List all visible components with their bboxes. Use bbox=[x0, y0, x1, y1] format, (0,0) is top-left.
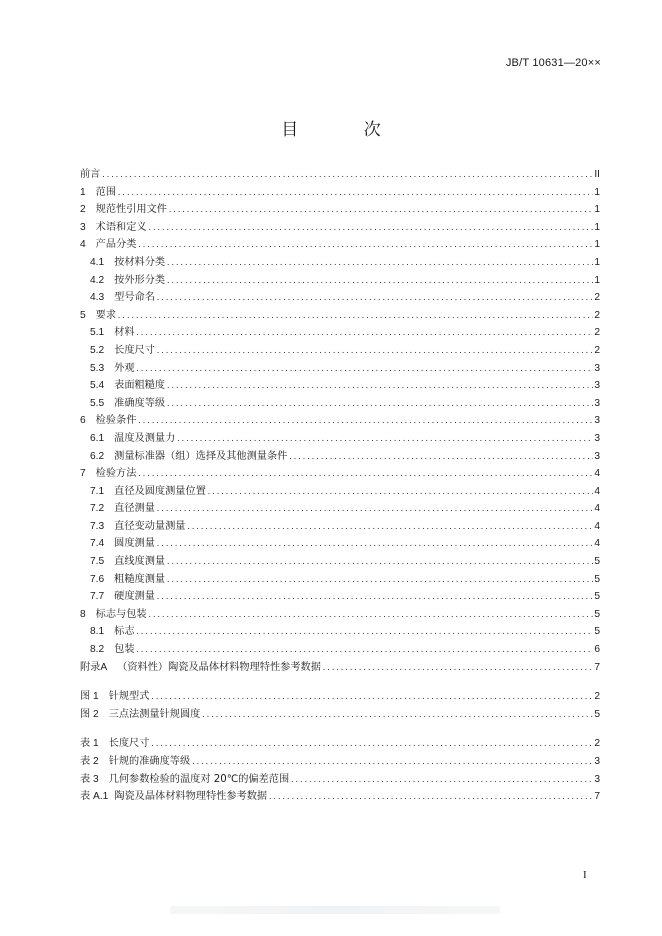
toc-entry-number: 4.1 bbox=[90, 256, 105, 268]
toc-entry-title: 陶瓷及晶体材料物理特性参考数据 bbox=[114, 791, 268, 803]
toc-entry-page: 3 bbox=[594, 773, 600, 785]
toc-entry-page: 1 bbox=[594, 186, 600, 198]
toc-entry[interactable] bbox=[80, 377, 600, 395]
toc-entry-page: 1 bbox=[594, 274, 600, 286]
dot-leader bbox=[148, 220, 593, 238]
toc-entry-number: 表 1 bbox=[80, 738, 99, 750]
toc-entry-page: 1 bbox=[594, 204, 600, 216]
toc-entry-title: 规范性引用文件 bbox=[95, 204, 167, 216]
toc-entry[interactable] bbox=[80, 236, 600, 254]
toc-entry-page: 3 bbox=[594, 432, 600, 444]
dot-leader bbox=[166, 378, 593, 396]
toc-entry[interactable] bbox=[80, 430, 600, 448]
toc-entry-number: 8.1 bbox=[90, 626, 105, 638]
dot-leader bbox=[166, 255, 593, 273]
dot-leader bbox=[136, 624, 593, 642]
dot-leader bbox=[101, 167, 593, 185]
toc-entry-page: 3 bbox=[594, 415, 600, 427]
toc-entry[interactable] bbox=[80, 201, 600, 219]
toc-entry-title: 要求 bbox=[95, 309, 117, 321]
dot-leader bbox=[166, 396, 593, 414]
toc-entry-title: 前言 bbox=[80, 169, 101, 180]
toc-entry[interactable] bbox=[80, 307, 600, 325]
toc-entry-title: 术语和定义 bbox=[95, 221, 147, 233]
toc-entry[interactable] bbox=[80, 588, 600, 606]
toc-entry[interactable] bbox=[80, 166, 600, 184]
toc-entry-number: 4 bbox=[80, 239, 86, 251]
dot-leader bbox=[168, 202, 593, 220]
toc-entry-page: 6 bbox=[594, 644, 600, 656]
footer-watermark bbox=[170, 906, 500, 914]
toc-entry-title: 检验方法 bbox=[95, 468, 137, 480]
toc-entry-page: 5 bbox=[594, 556, 600, 568]
toc-entry-number: 图 2 bbox=[80, 708, 99, 720]
toc-entry-page: 2 bbox=[594, 309, 600, 321]
toc-entry[interactable] bbox=[80, 518, 600, 536]
toc-entry-title: 标志与包装 bbox=[95, 608, 147, 620]
toc-entry-page: 4 bbox=[594, 485, 600, 497]
toc-entry-number: 8.2 bbox=[90, 644, 105, 656]
toc-entry-page: 2 bbox=[594, 292, 600, 304]
toc-entry-title: 按外形分类 bbox=[114, 274, 166, 286]
toc-entry-page: 5 bbox=[594, 573, 600, 585]
toc-entry[interactable] bbox=[80, 219, 600, 237]
toc-entry[interactable] bbox=[80, 753, 600, 771]
toc-entry[interactable] bbox=[80, 735, 600, 753]
toc-entry[interactable] bbox=[80, 535, 600, 553]
toc-entry[interactable] bbox=[80, 184, 600, 202]
toc-entry-page: 5 bbox=[594, 608, 600, 620]
toc-entry-page: 7 bbox=[594, 791, 600, 803]
toc-entry-page: 2 bbox=[594, 327, 600, 339]
toc-entry[interactable] bbox=[80, 500, 600, 518]
dot-leader bbox=[136, 642, 593, 660]
dot-leader bbox=[150, 689, 593, 707]
toc-entry[interactable] bbox=[80, 571, 600, 589]
toc-entry-title: 粗糙度测量 bbox=[114, 573, 166, 585]
toc-entry-title: 直线度测量 bbox=[114, 556, 166, 568]
toc-entry-number: 8 bbox=[80, 608, 86, 620]
dot-leader bbox=[268, 789, 593, 807]
page-number: I bbox=[583, 869, 587, 881]
toc-entry-number: 4.3 bbox=[90, 292, 105, 304]
toc-entry-title: 直径变动量测量 bbox=[114, 520, 186, 532]
toc-tables-section bbox=[80, 735, 600, 805]
toc-entry-title: 圆度测量 bbox=[114, 538, 155, 550]
toc-entry-number: 7.5 bbox=[90, 556, 105, 568]
doc-id: JB/T 10631—20×× bbox=[505, 57, 601, 69]
toc-entry-number: 7.1 bbox=[90, 485, 105, 497]
dot-leader bbox=[136, 361, 593, 379]
dot-leader bbox=[137, 413, 593, 431]
toc-entry[interactable] bbox=[80, 324, 600, 342]
toc-entry-page: 1 bbox=[594, 221, 600, 233]
toc-entry-page: 4 bbox=[594, 520, 600, 532]
toc-entry-number: 2 bbox=[80, 204, 86, 216]
toc-entry-title: 产品分类 bbox=[95, 239, 137, 251]
dot-leader bbox=[156, 290, 593, 308]
page-title: 目 次 bbox=[281, 120, 411, 140]
dot-leader bbox=[166, 572, 593, 590]
toc-entry[interactable] bbox=[80, 623, 600, 641]
toc-figures-section bbox=[80, 688, 600, 723]
dot-leader bbox=[156, 501, 593, 519]
toc-entry-title: 按材料分类 bbox=[114, 256, 166, 268]
dot-leader bbox=[166, 273, 593, 291]
toc-entry-title: 测量标准器（组）选择及其他测量条件 bbox=[114, 450, 288, 462]
toc-entry-title: 针规型式 bbox=[108, 691, 150, 703]
toc-entry-number: 5.1 bbox=[90, 327, 105, 339]
dot-leader bbox=[156, 589, 593, 607]
toc-entry-title: 范围 bbox=[95, 186, 117, 198]
toc-entry-title: 直径及圆度测量位置 bbox=[114, 485, 206, 497]
toc-entry-number: 7.7 bbox=[90, 591, 105, 603]
dot-leader bbox=[156, 343, 593, 361]
toc-entry-page: 3 bbox=[594, 756, 600, 767]
toc-entry[interactable] bbox=[80, 553, 600, 571]
toc-entry-number: 5.4 bbox=[90, 380, 105, 392]
dot-leader bbox=[288, 449, 593, 467]
toc-entry-number: 附录A bbox=[80, 661, 108, 673]
toc-entry[interactable] bbox=[80, 688, 600, 706]
toc-entry-number: 5.3 bbox=[90, 362, 105, 374]
toc-entry[interactable] bbox=[80, 448, 600, 466]
section-gap bbox=[80, 723, 600, 735]
dot-leader bbox=[137, 237, 593, 255]
toc-entry-number: 6 bbox=[80, 415, 86, 427]
toc-entry-page: 1 bbox=[594, 256, 600, 268]
toc-entry[interactable] bbox=[80, 706, 600, 724]
dot-leader bbox=[186, 519, 593, 537]
toc-entry-page: 3 bbox=[594, 362, 600, 374]
toc-entry-number: 5.5 bbox=[90, 397, 105, 409]
toc-entry[interactable] bbox=[80, 289, 600, 307]
toc-entry[interactable] bbox=[80, 465, 600, 483]
toc-entry-title: 检验条件 bbox=[95, 415, 137, 427]
dot-leader bbox=[176, 431, 593, 449]
toc-entry[interactable] bbox=[80, 788, 600, 806]
toc-entry-number: 7.2 bbox=[90, 503, 105, 515]
toc-entry-number: 表 A.1 bbox=[80, 791, 109, 803]
toc-entry-page: 2 bbox=[594, 738, 600, 750]
toc-entry-title: 外观 bbox=[114, 362, 135, 374]
toc-entry-page: 4 bbox=[594, 538, 600, 550]
dot-leader bbox=[150, 736, 593, 754]
dot-leader bbox=[166, 554, 593, 572]
toc-entry[interactable] bbox=[80, 659, 600, 677]
dot-leader bbox=[148, 607, 593, 625]
dot-leader bbox=[207, 484, 593, 502]
toc-entry-number: 6.1 bbox=[90, 432, 105, 444]
toc-entry-title: 针规的准确度等级 bbox=[108, 756, 191, 767]
toc-entry-number: 7.4 bbox=[90, 538, 105, 550]
toc-entry[interactable] bbox=[80, 483, 600, 501]
toc-entry-number: 1 bbox=[80, 186, 86, 198]
toc-entry-number: 表 2 bbox=[80, 756, 99, 767]
toc-entry[interactable] bbox=[80, 412, 600, 430]
toc-entry-page: II bbox=[594, 169, 600, 180]
dot-leader bbox=[156, 536, 593, 554]
toc-entry-page: 5 bbox=[594, 591, 600, 603]
toc-entry-title: 包装 bbox=[114, 644, 135, 656]
toc-entry-page: 4 bbox=[594, 503, 600, 515]
toc-entry-number: 7.3 bbox=[90, 520, 105, 532]
toc-entry-page: 5 bbox=[594, 626, 600, 638]
toc-entry-title: 几何参数检验的温度对 20℃的偏差范围 bbox=[108, 773, 290, 785]
toc-entry-title: 标志 bbox=[114, 626, 135, 638]
toc-entry[interactable] bbox=[80, 254, 600, 272]
toc-entry-title: 直径测量 bbox=[114, 503, 155, 515]
toc-entry-title: 型号命名 bbox=[114, 292, 155, 304]
toc-entry-title: 三点法测量针规圆度 bbox=[108, 708, 201, 720]
toc-entry-number: 5.2 bbox=[90, 344, 105, 356]
dot-leader bbox=[290, 772, 593, 790]
dot-leader bbox=[137, 466, 593, 484]
toc-entry-title: 温度及测量力 bbox=[114, 432, 176, 444]
toc-entry-page: 3 bbox=[594, 380, 600, 392]
toc-entry-page: 3 bbox=[594, 397, 600, 409]
dot-leader bbox=[117, 308, 593, 326]
toc-entry-title: 表面粗糙度 bbox=[114, 380, 166, 392]
dot-leader bbox=[117, 185, 593, 203]
toc-entry[interactable] bbox=[80, 360, 600, 378]
dot-leader bbox=[136, 325, 593, 343]
toc-entry-number: 7 bbox=[80, 468, 86, 480]
toc-entry[interactable] bbox=[80, 606, 600, 624]
toc-entry[interactable] bbox=[80, 641, 600, 659]
toc-entry-title: 长度尺寸 bbox=[114, 344, 155, 356]
toc-entry-title: 材料 bbox=[114, 327, 135, 339]
toc-entry-page: 3 bbox=[594, 450, 600, 462]
toc-entry-title: （资料性）陶瓷及晶体材料物理特性参考数据 bbox=[117, 661, 321, 673]
toc-entry-page: 5 bbox=[594, 708, 600, 720]
dot-leader bbox=[322, 660, 593, 678]
toc-entry-page: 2 bbox=[594, 344, 600, 356]
dot-leader bbox=[191, 754, 593, 772]
toc-entry-page: 4 bbox=[594, 468, 600, 480]
toc-entry[interactable] bbox=[80, 771, 600, 789]
toc-entry[interactable] bbox=[80, 272, 600, 290]
toc-entry[interactable] bbox=[80, 342, 600, 360]
toc-entry-title: 硬度测量 bbox=[114, 591, 155, 603]
toc-entry-number: 表 3 bbox=[80, 773, 99, 785]
toc-entry-page: 7 bbox=[594, 661, 600, 673]
section-gap bbox=[80, 676, 600, 688]
toc-main-section bbox=[80, 166, 600, 676]
toc-entry-number: 图 1 bbox=[80, 691, 99, 703]
toc-entry-number: 5 bbox=[80, 309, 86, 321]
toc-entry-title: 准确度等级 bbox=[114, 397, 166, 409]
toc-entry-number: 6.2 bbox=[90, 450, 105, 462]
toc-entry-title: 长度尺寸 bbox=[108, 738, 150, 750]
dot-leader bbox=[201, 707, 593, 725]
toc-entry-page: 2 bbox=[594, 691, 600, 703]
toc-entry-number: 4.2 bbox=[90, 274, 105, 286]
table-of-contents bbox=[80, 166, 600, 806]
toc-entry[interactable] bbox=[80, 395, 600, 413]
toc-entry-page: 1 bbox=[594, 239, 600, 251]
toc-entry-number: 3 bbox=[80, 221, 86, 233]
toc-entry-number: 7.6 bbox=[90, 573, 105, 585]
